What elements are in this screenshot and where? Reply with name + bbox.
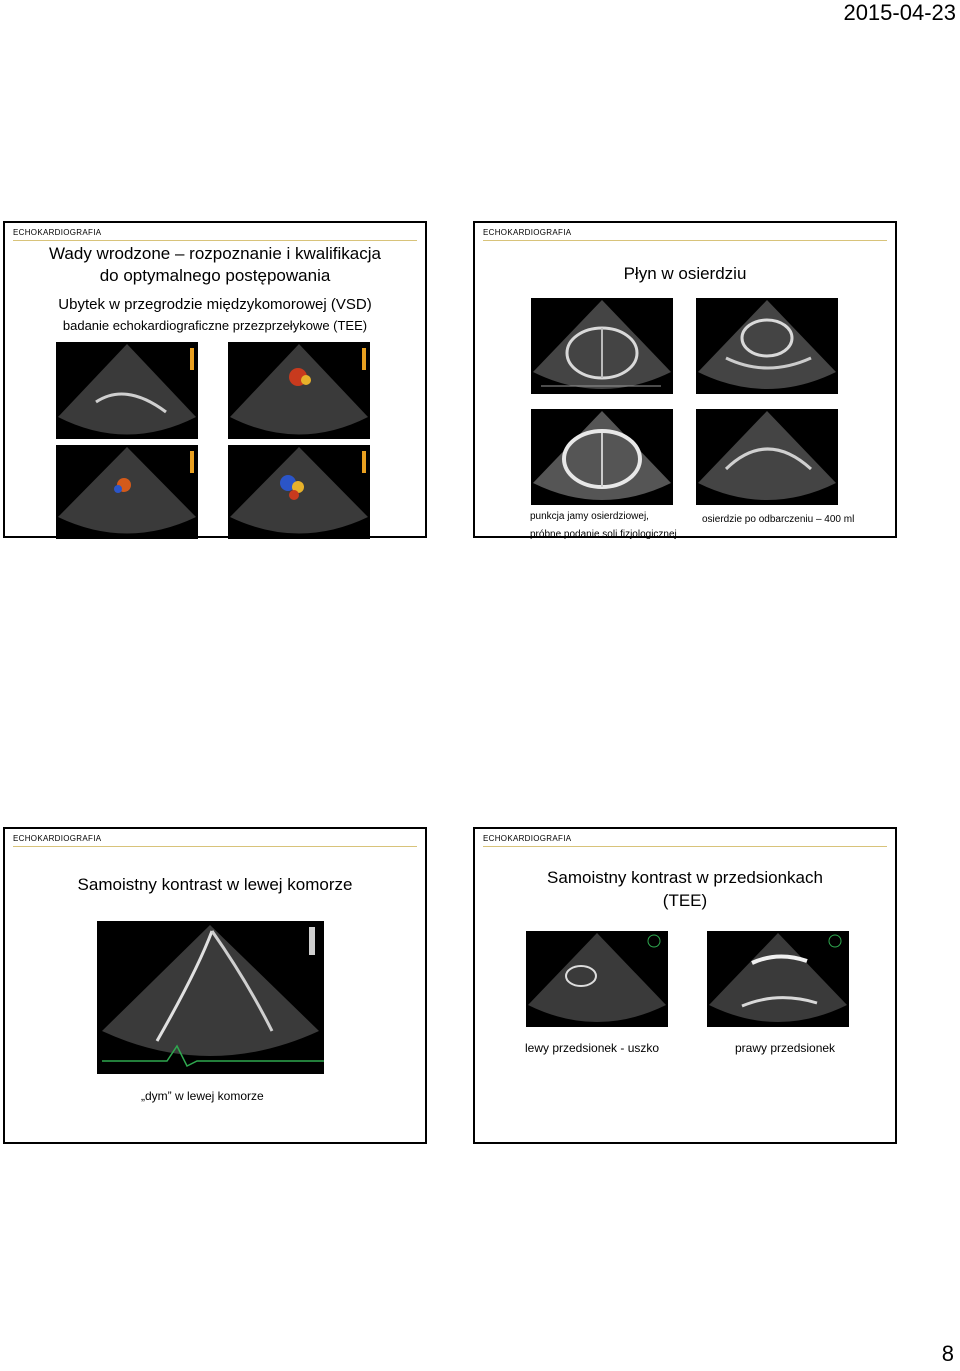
slide-header: ECHOKARDIOGRAFIA xyxy=(13,228,102,237)
echo-image-fluid-3 xyxy=(531,409,673,505)
slide-title-line1: Wady wrodzone – rozpoznanie i kwalifikacja xyxy=(49,244,381,263)
echo-image-vsd-3 xyxy=(56,445,198,539)
slide-lv-contrast xyxy=(3,827,427,1144)
echo-image-right-atrium xyxy=(707,931,849,1027)
slide-pericardial-fluid xyxy=(473,221,897,538)
echo-image-vsd-2 xyxy=(228,342,370,439)
slide-vsd xyxy=(3,221,427,538)
slide-header: ECHOKARDIOGRAFIA xyxy=(13,834,102,843)
caption-lv-smoke: „dym” w lewej komorze xyxy=(141,1089,264,1103)
echo-image-vsd-1 xyxy=(56,342,198,439)
echo-image-left-atrium xyxy=(526,931,668,1027)
slide-title: Płyn w osierdziu xyxy=(623,264,747,283)
echo-image-fluid-4 xyxy=(696,409,838,505)
slide-title-line1: Samoistny kontrast w przedsionkach xyxy=(547,868,823,887)
slide-title-line2: do optymalnego postępowania xyxy=(99,266,331,285)
caption-right-atrium: prawy przedsionek xyxy=(735,1041,836,1055)
slide-subtitle-2: badanie echokardiograficzne przezprzełykowe (TEE) xyxy=(62,318,368,333)
page-number: 8 xyxy=(941,1341,954,1366)
caption-after-drainage: osierdzie po odbarczeniu – 400 ml xyxy=(702,514,855,525)
echo-image-vsd-4 xyxy=(228,445,370,539)
echo-image-lv-smoke xyxy=(97,921,324,1074)
echo-image-fluid-2 xyxy=(696,298,838,394)
slide-header: ECHOKARDIOGRAFIA xyxy=(483,834,572,843)
header-rule xyxy=(483,846,887,847)
caption-left-atrium: lewy przedsionek - uszko xyxy=(525,1041,660,1055)
caption-saline: próbne podanie soli fizjologicznej xyxy=(530,529,677,540)
slide-atrial-contrast xyxy=(473,827,897,1144)
header-rule xyxy=(13,240,417,241)
page-date: 2015-04-23 xyxy=(843,0,956,25)
header-rule xyxy=(483,240,887,241)
slide-header: ECHOKARDIOGRAFIA xyxy=(483,228,572,237)
caption-puncture: punkcja jamy osierdziowej, xyxy=(530,511,649,522)
echo-image-fluid-1 xyxy=(531,298,673,394)
slide-title: Samoistny kontrast w lewej komorze xyxy=(77,875,353,894)
slide-title-line2: (TEE) xyxy=(662,891,708,910)
slide-subtitle: Ubytek w przegrodzie międzykomorowej (VSD) xyxy=(58,296,372,313)
header-rule xyxy=(13,846,417,847)
